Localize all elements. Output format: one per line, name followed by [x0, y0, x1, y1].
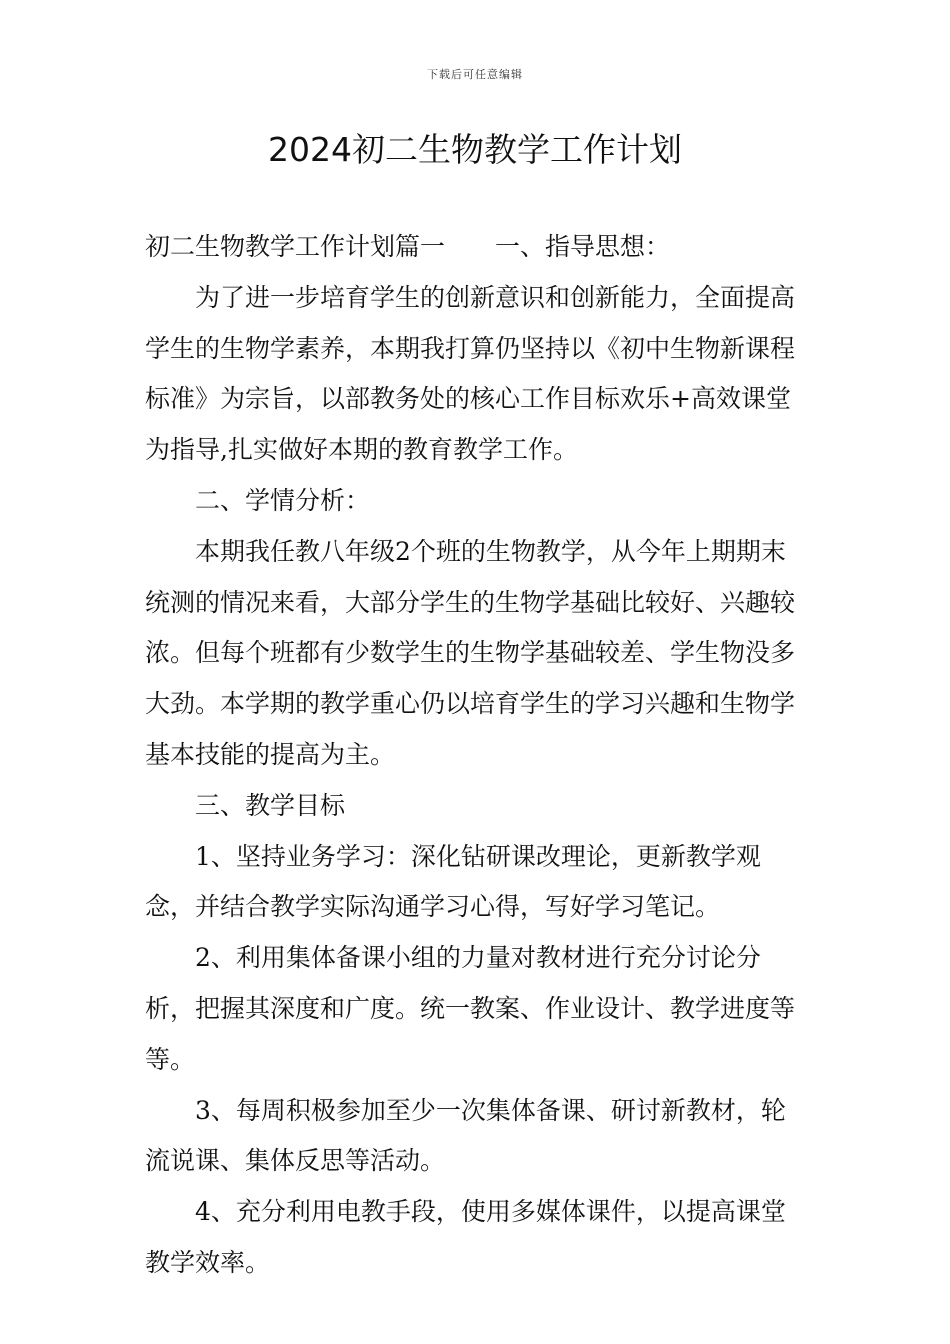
goal-item-4: 4、充分利用电教手段，使用多媒体课件，以提高课堂教学效率。: [145, 1197, 786, 1277]
goal-item-2: 2、利用集体备课小组的力量对教材进行充分讨论分析，把握其深度和广度。统一教案、作业设计、教学进度等等。: [145, 943, 796, 1074]
paragraph-guiding-ideas: 为了进一步培育学生的创新意识和创新能力，全面提高学生的生物学素养，本期我打算仍坚持以《初中生物新课程标准》为宗旨，以部教务处的核心工作目标欢乐+高效课堂为指导,扎实做好本期的教育教学工作。: [145, 282, 796, 465]
guiding-heading: 一、指导思想：: [495, 232, 671, 261]
goal-item-3: 3、每周积极参加至少一次集体备课、研讨新教材，轮流说课、集体反思等活动。: [145, 1095, 786, 1176]
section-label: 初二生物教学工作计划篇一: [145, 232, 446, 261]
document-title: 2024初二生物教学工作计划: [268, 130, 682, 169]
goal-item-1: 1、坚持业务学习：深化钻研课改理论，更新教学观念，并结合教学实际沟通学习心得，写好学习笔记。: [145, 841, 761, 922]
section-heading-line: [145, 222, 807, 273]
heading-situation-analysis: 二、学情分析：: [195, 485, 371, 515]
heading-teaching-goals: 三、教学目标: [195, 790, 346, 820]
document-body: [145, 222, 807, 1289]
page-header-note: 下载后可任意编辑: [427, 68, 523, 81]
paragraph-situation-analysis: 本期我任教八年级2个班的生物教学，从今年上期期末统测的情况来看，大部分学生的生物学基础比较好、兴趣较浓。但每个班都有少数学生的生物学基础较差、学生物没多大劲。本学期的教学重心仍以培育学生的学习兴趣和生物学基本技能的提高为主。: [145, 536, 796, 769]
